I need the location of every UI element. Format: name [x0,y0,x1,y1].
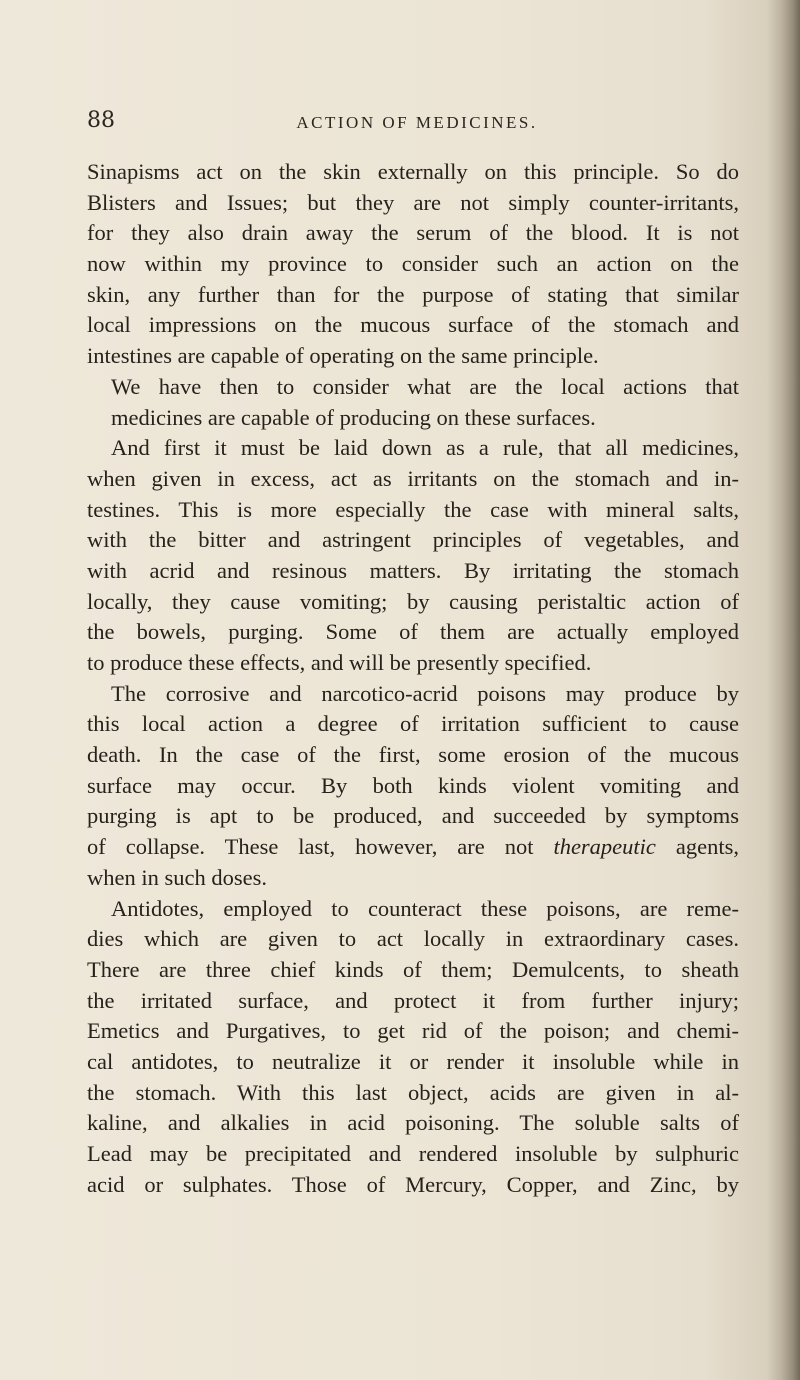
text-line: Sinapisms act on the skin externally on this principle. So do [87,159,739,184]
text-line: We have then to consider what are the local actions that [111,373,739,399]
text-line: There are three chief kinds of them; Demulcents, to sheath [87,956,739,982]
text-line: kaline, and alkalies in acid poisoning. The soluble salts of [87,1110,739,1136]
text-line: now within my province to consider such an action on the [87,251,739,277]
text-line: the stomach. With this last object, acids are given in al- [87,1079,739,1105]
text-line: purging is apt to be produced, and succeeded by symptoms [87,803,739,829]
text-line: acid or sulphates. Those of Mercury, Copper, and Zinc, by [87,1171,739,1197]
text-line: Antidotes, employed to counteract these poisons, are reme- [111,895,739,921]
text-line: medicines are capable of producing on these surfaces. [111,404,596,430]
text-line: Emetics and Purgatives, to get rid of the poison; and chemi- [87,1018,739,1044]
text-segment: agents, [675,834,739,860]
text-line: intestines are capable of operating on the same principle. [87,343,599,369]
text-line: when given in excess, act as irritants on the stomach and in- [87,465,739,491]
text-line: the irritated surface, and protect it from further injury; [87,987,739,1013]
text-line-with-italic [87,832,739,863]
text-line: Lead may be precipitated and rendered insoluble by sulphuric [87,1141,739,1166]
text-line: to produce these effects, and will be presently specified. [87,650,592,675]
page-number: 88 [87,108,115,133]
text-line: with acrid and resinous matters. By irritating the stomach [87,557,739,583]
text-line: for they also drain away the serum of the blood. It is not [87,220,739,246]
italic-term: therapeutic [553,834,656,860]
text-line: the bowels, purging. Some of them are actually employed [87,619,739,645]
text-line: locally, they cause vomiting; by causing peristaltic action of [87,588,739,614]
text-line: with the bitter and astringent principles of vegetables, and [87,527,739,553]
page-edge-shadow [766,0,800,1380]
text-line: And first it must be laid down as a rule, that all medicines, [111,435,739,461]
text-line: skin, any further than for the purpose of stating that similar [87,281,739,307]
text-line: surface may occur. By both kinds violent vomiting and [87,772,739,798]
text-line: this local action a degree of irritation sufficient to cause [87,711,739,737]
text-line: The corrosive and narcotico-acrid poisons may produce by [111,680,739,706]
text-line: Blisters and Issues; but they are not simply counter-irritants, [87,189,739,215]
running-head: ACTION OF MEDICINES. [296,113,538,132]
text-line: local impressions on the mucous surface of the stomach and [87,312,739,338]
text-line: testines. This is more especially the case with mineral salts, [87,496,739,522]
page-header [87,108,707,142]
text-line: death. In the case of the first, some erosion of the mucous [87,742,739,768]
text-line: when in such doses. [87,864,267,890]
text-segment: of collapse. These last, however, are not [87,834,534,860]
text-line: dies which are given to act locally in extraordinary cases. [87,926,739,952]
text-line: cal antidotes, to neutralize it or render it insoluble while in [87,1048,739,1074]
body-text [87,157,739,1200]
